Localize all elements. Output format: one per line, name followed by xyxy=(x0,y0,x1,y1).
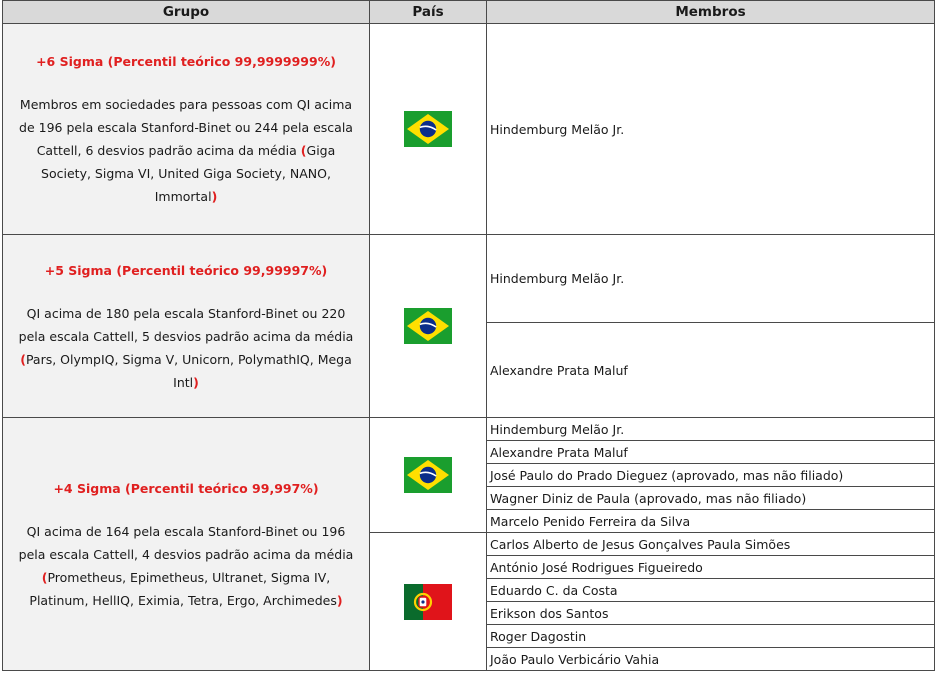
brazil-flag-icon xyxy=(404,111,452,147)
member-cell: Eduardo C. da Costa xyxy=(487,579,935,602)
member-cell: Hindemburg Melão Jr. xyxy=(487,24,935,235)
group-cell-6-sigma xyxy=(3,24,370,235)
paren-open: ( xyxy=(300,143,307,158)
table-row xyxy=(3,418,935,441)
group-description xyxy=(15,302,357,394)
member-cell: Hindemburg Melão Jr. xyxy=(487,418,935,441)
brazil-flag-icon xyxy=(404,457,452,493)
group-description xyxy=(15,520,357,612)
portugal-flag-icon xyxy=(404,584,452,620)
group-title: +6 Sigma (Percentil teórico 99,9999999%) xyxy=(36,54,336,69)
paren-close: ) xyxy=(211,189,218,204)
group-cell-4-sigma xyxy=(3,418,370,671)
description-text: QI acima de 180 pela escala Stanford-Binet ou 220 pela escala Cattell, 5 desvios padrão acima da média xyxy=(18,305,354,344)
paren-open: ( xyxy=(41,569,48,585)
country-cell xyxy=(370,533,487,671)
member-cell: José Paulo do Prado Dieguez (aprovado, mas não filiado) xyxy=(487,464,935,487)
header-grupo: Grupo xyxy=(3,1,370,24)
societies-list: Giga Society, Sigma VI, United Giga Society, NANO, Immortal xyxy=(41,143,336,204)
group-title: +5 Sigma (Percentil teórico 99,99997%) xyxy=(44,262,328,278)
group-description xyxy=(15,93,357,208)
member-cell: Carlos Alberto de Jesus Gonçalves Paula Simões xyxy=(487,533,935,556)
table-row xyxy=(3,235,935,323)
member-cell: João Paulo Verbicário Vahia xyxy=(487,648,935,671)
member-cell: Alexandre Prata Maluf xyxy=(487,441,935,464)
paren-open: ( xyxy=(20,351,26,367)
header-pais: País xyxy=(370,1,487,24)
country-cell xyxy=(370,24,487,235)
societies-list: Prometheus, Epimetheus, Ultranet, Sigma IV, Platinum, HellIQ, Eximia, Tetra, Ergo, Archimedes xyxy=(29,569,337,608)
paren-close: ) xyxy=(193,374,199,390)
member-cell: Alexandre Prata Maluf xyxy=(487,323,935,418)
member-cell: Roger Dagostin xyxy=(487,625,935,648)
header-row xyxy=(3,1,935,24)
brazil-flag-icon xyxy=(404,308,452,344)
paren-close: ) xyxy=(336,592,343,608)
country-cell xyxy=(370,418,487,533)
societies-list: Pars, OlympIQ, Sigma V, Unicorn, PolymathIQ, Mega Intl xyxy=(25,351,352,390)
member-cell: Erikson dos Santos xyxy=(487,602,935,625)
member-cell: António José Rodrigues Figueiredo xyxy=(487,556,935,579)
group-cell-5-sigma xyxy=(3,235,370,418)
group-title: +4 Sigma (Percentil teórico 99,997%) xyxy=(53,480,319,496)
table-row xyxy=(3,24,935,235)
member-cell: Marcelo Penido Ferreira da Silva xyxy=(487,510,935,533)
member-cell: Wagner Diniz de Paula (aprovado, mas não filiado) xyxy=(487,487,935,510)
header-membros: Membros xyxy=(487,1,935,24)
members-table xyxy=(2,0,935,671)
member-cell: Hindemburg Melão Jr. xyxy=(487,235,935,323)
country-cell xyxy=(370,235,487,418)
description-text: Membros em sociedades para pessoas com QI acima de 196 pela escala Stanford-Binet ou 244 pela escala Cattell, 6 desvios padrão acima da média xyxy=(19,97,353,158)
description-text: QI acima de 164 pela escala Stanford-Binet ou 196 pela escala Cattell, 4 desvios padrão acima da média xyxy=(18,523,354,562)
